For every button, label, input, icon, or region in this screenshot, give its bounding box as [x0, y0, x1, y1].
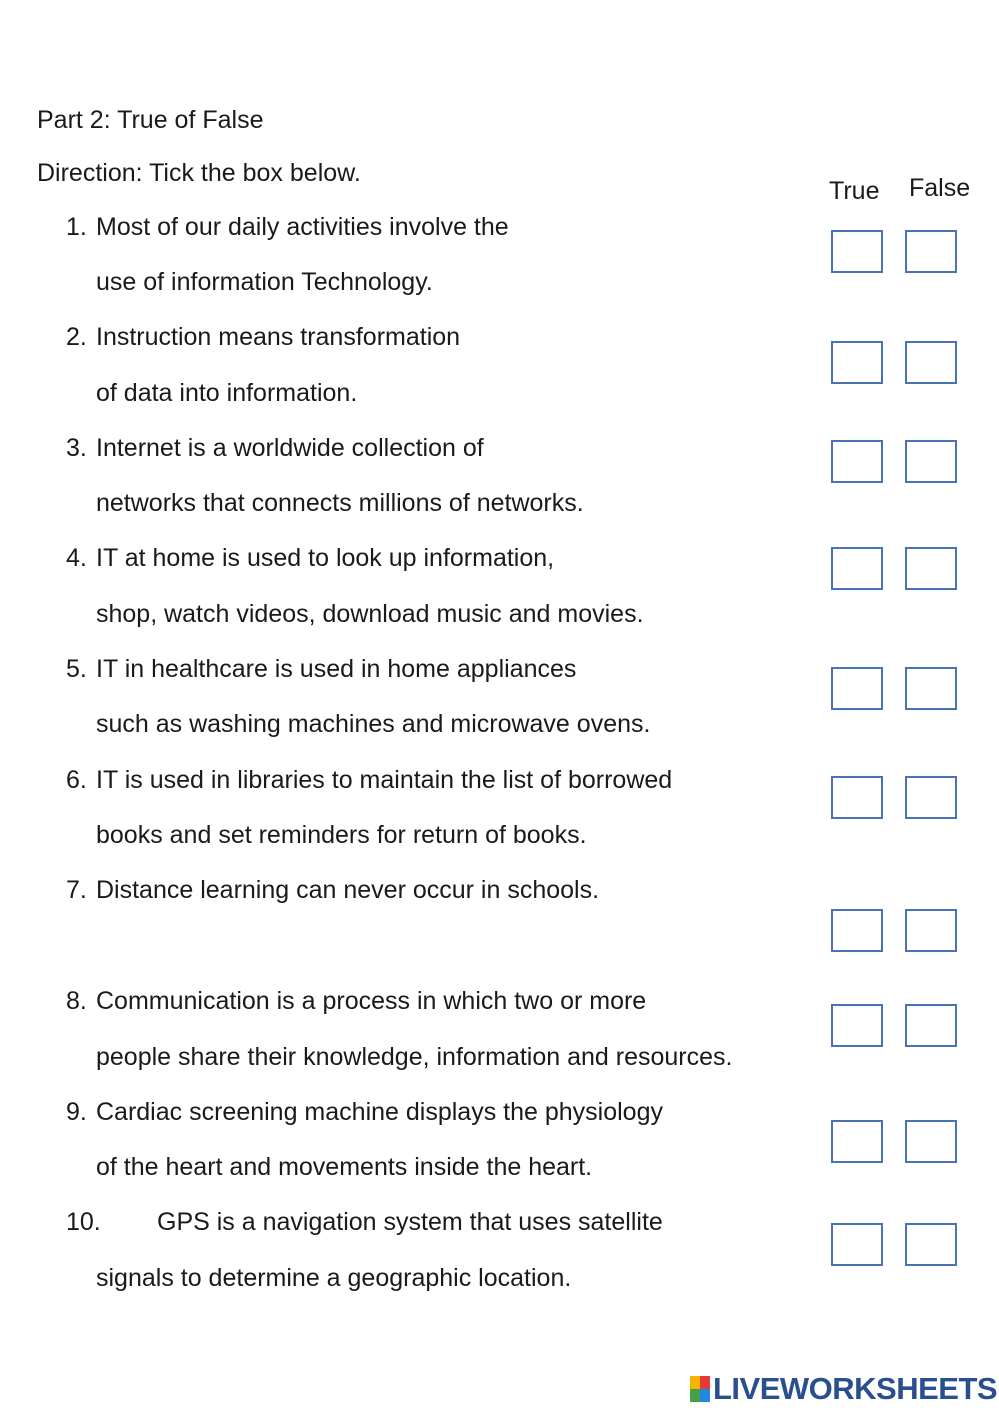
question-8-text: Communication is a process in which two or more: [96, 987, 647, 1015]
question-7-text: Distance learning can never occur in schools.: [96, 876, 600, 904]
question-9-false-checkbox[interactable]: [905, 1120, 957, 1163]
question-5-false-checkbox[interactable]: [905, 667, 957, 710]
liveworksheets-logo-text: LIVEWORKSHEETS: [713, 1371, 998, 1406]
question-10-text-continued: signals to determine a geographic location.: [96, 1264, 572, 1292]
question-4-text-continued: shop, watch videos, download music and movies.: [96, 600, 644, 628]
question-2-text: Instruction means transformation: [96, 323, 461, 351]
question-1-number: 1.: [66, 213, 87, 241]
question-9-true-checkbox[interactable]: [831, 1120, 883, 1163]
question-9-text: Cardiac screening machine displays the physiology: [96, 1098, 663, 1126]
question-3-false-checkbox[interactable]: [905, 440, 957, 483]
question-4-number: 4.: [66, 544, 87, 572]
question-1-true-checkbox[interactable]: [831, 230, 883, 273]
question-1-text-continued: use of information Technology.: [96, 268, 433, 296]
liveworksheets-logo: [690, 1372, 997, 1406]
question-9-text-continued: of the heart and movements inside the heart.: [96, 1153, 593, 1181]
direction-text: Direction: Tick the box below.: [37, 159, 361, 187]
question-8-number: 8.: [66, 987, 87, 1015]
question-5-number: 5.: [66, 655, 87, 683]
true-column-label: True: [829, 177, 880, 205]
question-9-number: 9.: [66, 1098, 87, 1126]
question-10-false-checkbox[interactable]: [905, 1223, 957, 1266]
question-1-false-checkbox[interactable]: [905, 230, 957, 273]
question-4-false-checkbox[interactable]: [905, 547, 957, 590]
question-10-text: GPS is a navigation system that uses satellite: [157, 1208, 663, 1236]
question-6-number: 6.: [66, 766, 87, 794]
question-10-number: 10.: [66, 1208, 101, 1236]
question-6-text: IT is used in libraries to maintain the list of borrowed: [96, 766, 673, 794]
question-7-false-checkbox[interactable]: [905, 909, 957, 952]
question-10-true-checkbox[interactable]: [831, 1223, 883, 1266]
question-4-true-checkbox[interactable]: [831, 547, 883, 590]
question-5-true-checkbox[interactable]: [831, 667, 883, 710]
question-7-number: 7.: [66, 876, 87, 904]
question-3-true-checkbox[interactable]: [831, 440, 883, 483]
question-5-text-continued: such as washing machines and microwave ovens.: [96, 710, 651, 738]
question-2-false-checkbox[interactable]: [905, 341, 957, 384]
question-2-number: 2.: [66, 323, 87, 351]
false-column-label: False: [909, 174, 971, 202]
question-1-text: Most of our daily activities involve the: [96, 213, 509, 241]
question-6-text-continued: books and set reminders for return of books.: [96, 821, 587, 849]
question-7-true-checkbox[interactable]: [831, 909, 883, 952]
question-6-true-checkbox[interactable]: [831, 776, 883, 819]
question-8-true-checkbox[interactable]: [831, 1004, 883, 1047]
question-4-text: IT at home is used to look up information,: [96, 544, 555, 572]
question-8-text-continued: people share their knowledge, information and resources.: [96, 1043, 733, 1071]
part-title: Part 2: True of False: [37, 106, 264, 134]
question-3-text-continued: networks that connects millions of networks.: [96, 489, 584, 517]
question-5-text: IT in healthcare is used in home appliances: [96, 655, 577, 683]
question-3-number: 3.: [66, 434, 87, 462]
question-8-false-checkbox[interactable]: [905, 1004, 957, 1047]
question-2-text-continued: of data into information.: [96, 379, 358, 407]
question-6-false-checkbox[interactable]: [905, 776, 957, 819]
question-2-true-checkbox[interactable]: [831, 341, 883, 384]
question-3-text: Internet is a worldwide collection of: [96, 434, 484, 462]
liveworksheets-logo-icon: [690, 1376, 710, 1402]
